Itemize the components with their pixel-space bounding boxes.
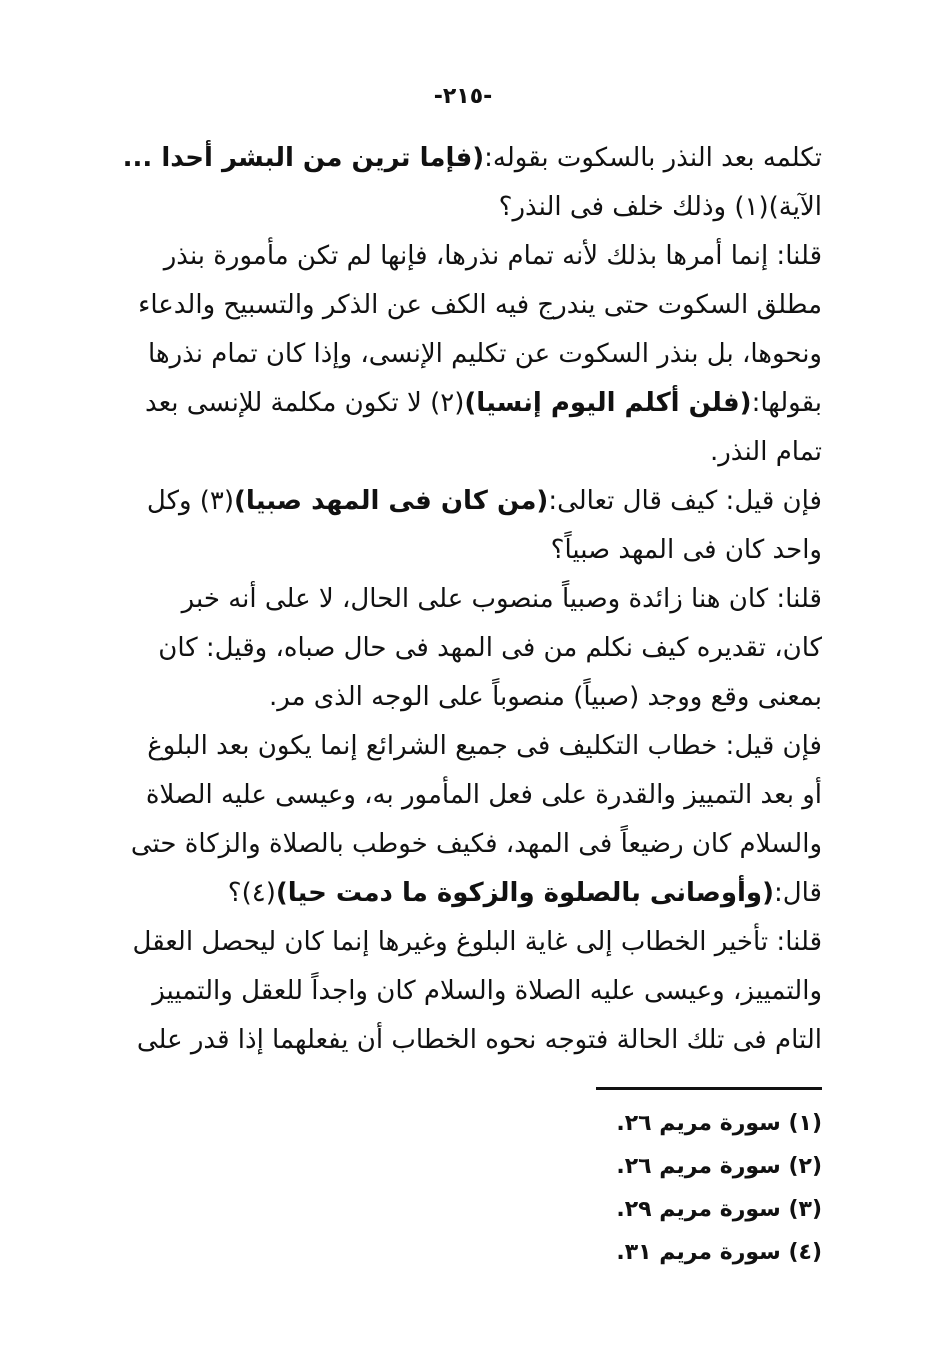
text-segment: واحد كان فى المهد صبياً؟ — [550, 535, 822, 565]
text-line — [106, 575, 822, 624]
text-segment: قلنا: إنما أمرها بذلك لأنه تمام نذرها، فإنها لم تكن مأمورة بنذر — [163, 241, 822, 271]
footnote-divider — [596, 1087, 822, 1090]
text-segment: (٢) لا تكون مكلمة للإنسى بعد — [145, 388, 465, 418]
text-line — [106, 183, 822, 232]
text-line — [106, 526, 822, 575]
text-line — [106, 918, 822, 967]
footnote: (٤) سورة مريم ٣١. — [616, 1240, 822, 1265]
text-segment: ونحوها، بل بنذر السكوت عن تكليم الإنسى، وإذا كان تمام نذرها — [147, 339, 822, 369]
text-line — [106, 771, 822, 820]
text-segment: قلنا: كان هنا زائدة وصبياً منصوب على الحال، لا على أنه خبر — [181, 584, 822, 614]
text-segment: قال: — [773, 878, 822, 908]
text-line — [106, 428, 822, 477]
text-line — [106, 673, 822, 722]
text-segment: التام فى تلك الحالة فتوجه نحوه الخطاب أن يفعلهما إذا قدر على — [136, 1025, 822, 1055]
body-text — [106, 134, 822, 1065]
footnote: (٢) سورة مريم ٢٦. — [616, 1154, 822, 1179]
text-segment: (٤)؟ — [227, 878, 276, 908]
text-line — [106, 477, 822, 526]
page-number: -٢١٥- — [433, 84, 493, 109]
text-segment: بمعنى وقع ووجد (صبياً) منصوباً على الوجه الذى مر. — [268, 682, 822, 712]
text-line — [106, 379, 822, 428]
quran-quote: (فلن أكلم اليوم إنسيا) — [464, 388, 752, 418]
text-segment: فإن قيل: خطاب التكليف فى جميع الشرائع إنما يكون بعد البلوغ — [147, 731, 822, 761]
text-line — [106, 330, 822, 379]
text-segment: (٣) وكل — [146, 486, 235, 516]
text-segment: والسلام كان رضيعاً فى المهد، فكيف خوطب بالصلاة والزكاة حتى — [130, 829, 822, 859]
quran-quote: (من كان فى المهد صبيا) — [234, 486, 549, 516]
text-segment: كان، تقديره كيف نكلم من فى المهد فى حال صباه، وقيل: كان — [158, 633, 822, 663]
text-line — [106, 134, 822, 183]
text-segment: أو بعد التمييز والقدرة على فعل المأمور به، وعيسى عليه الصلاة — [145, 780, 822, 810]
text-segment: تمام النذر. — [709, 437, 822, 467]
text-segment: قلنا: تأخير الخطاب إلى غاية البلوغ وغيرها إنما كان ليحصل العقل — [132, 927, 822, 957]
text-segment: والتمييز، وعيسى عليه الصلاة والسلام كان واجداً للعقل والتمييز — [152, 976, 822, 1006]
text-segment: الآية)(١) وذلك خلف فى النذر؟ — [498, 192, 822, 222]
text-segment: تكلمه بعد النذر بالسكوت بقوله: — [484, 143, 822, 173]
text-segment: مطلق السكوت حتى يندرج فيه الكف عن الذكر والتسبيح والدعاء — [138, 290, 822, 320]
text-line — [106, 232, 822, 281]
footnotes — [422, 1102, 822, 1274]
text-line — [106, 869, 822, 918]
text-line — [106, 722, 822, 771]
text-segment: فإن قيل: كيف قال تعالى: — [548, 486, 822, 516]
footnote: (١) سورة مريم ٢٦. — [616, 1111, 822, 1136]
quran-quote: (فإما ترين من البشر أحدا ... — [122, 143, 485, 173]
text-line — [106, 1016, 822, 1065]
text-line — [106, 281, 822, 330]
text-line — [106, 820, 822, 869]
footnote: (٣) سورة مريم ٢٩. — [616, 1197, 822, 1222]
text-line — [106, 967, 822, 1016]
text-segment: بقولها: — [751, 388, 822, 418]
text-line — [106, 624, 822, 673]
quran-quote: (وأوصانى بالصلوة والزكوة ما دمت حيا) — [275, 878, 774, 908]
